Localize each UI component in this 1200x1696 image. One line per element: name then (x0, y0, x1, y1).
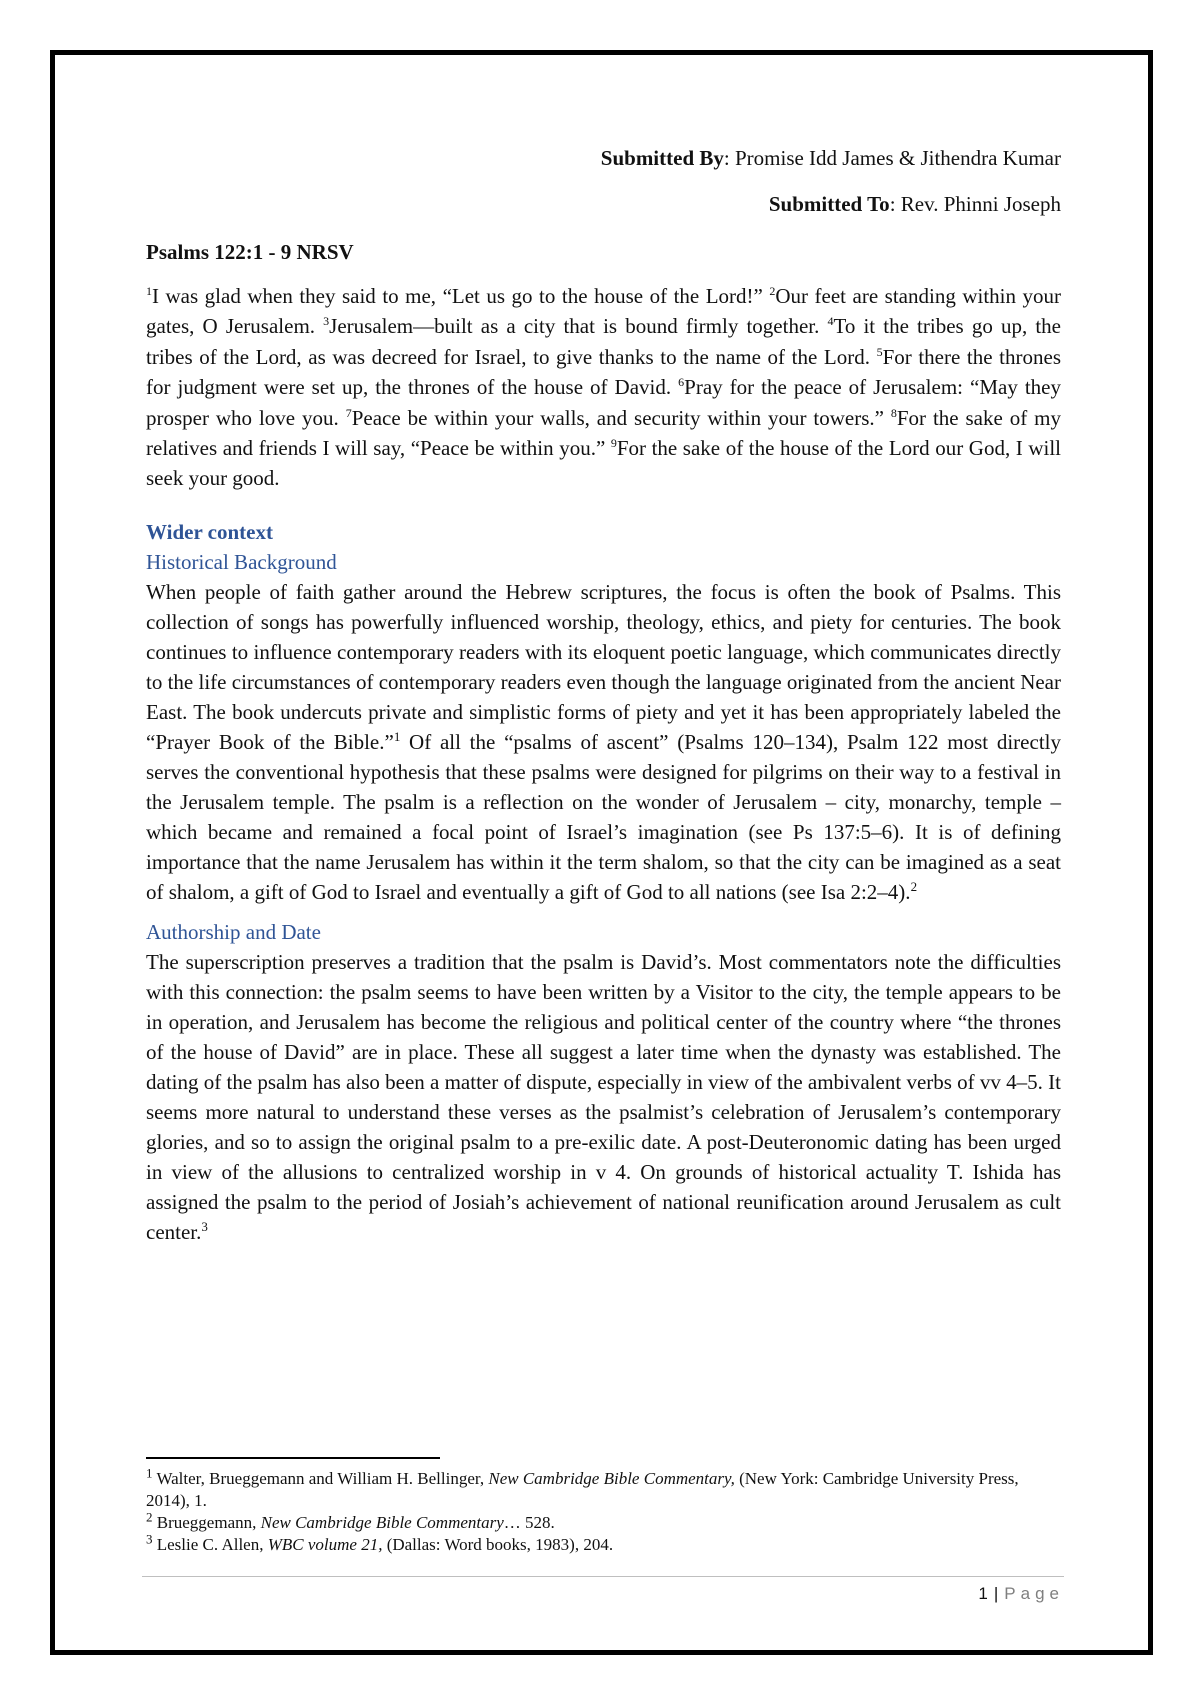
psalm-title: Psalms 122:1 - 9 NRSV (146, 240, 354, 264)
verse-number: 1 (146, 284, 152, 298)
historical-background-paragraph (146, 577, 1061, 907)
footnote-text: Leslie C. Allen, (152, 1535, 268, 1554)
footnote-number: 2 (146, 1509, 153, 1525)
verse-number: 3 (323, 314, 330, 329)
verse-text: For the sake of the house of the Lord our God, I will seek your good. (146, 436, 1061, 491)
footnote-2 (146, 1509, 1061, 1534)
submitted-by-line (146, 143, 1061, 173)
verse-text: Our feet are standing within your gates, O Jerusalem. (146, 284, 1061, 339)
footer-divider (142, 1576, 1064, 1577)
footnote-title: WBC volume 21, (267, 1535, 383, 1554)
page-label: Page (1004, 1584, 1064, 1603)
submitted-by-value: : Promise Idd James & Jithendra Kumar (723, 146, 1061, 170)
page-number: 1 (978, 1584, 988, 1603)
verse-text: Pray for the peace of Jerusalem: “May they prosper who love you. (146, 375, 1062, 430)
page-footer (978, 1583, 1064, 1605)
footnote-text: Walter, Brueggemann and William H. Bellinger, (152, 1469, 489, 1488)
footnote-reference[interactable]: 2 (910, 878, 918, 894)
verse-text: Peace be within your walls, and security within your towers.” (351, 405, 891, 430)
scripture-passage (146, 281, 1061, 494)
footnote-text: Brueggemann, (152, 1513, 261, 1532)
verse-number: 7 (345, 405, 352, 420)
footnote-reference[interactable]: 3 (201, 1218, 208, 1234)
footnote-title: New Cambridge Bible Commentary (260, 1513, 504, 1532)
footnote-1 (146, 1465, 1061, 1512)
verse-number: 2 (769, 284, 776, 298)
authorship-date-paragraph (146, 947, 1061, 1247)
footnotes-section (146, 1457, 1061, 1556)
verse-text: I was glad when they said to me, “Let us go to the house of the Lord!” (152, 284, 770, 308)
footnote-separator (146, 1457, 440, 1459)
verse-text: To it the tribes go up, the tribes of the Lord, as was decreed for Israel, to give thanks to the name of the Lord. (146, 314, 1061, 369)
footer-separator: | (993, 1584, 999, 1603)
verse-number: 6 (678, 375, 685, 390)
verse-text: For there the thrones for judgment were set up, the thrones of the house of David. (146, 344, 1061, 400)
paragraph-text: The superscription preserves a tradition that the psalm is David’s. Most commentators note the difficulties with this connection: the psalm seems to have been written by a Visitor to the city, the temple appears to be in operation, and Jerusalem has become the religious and political center of the country where “the thrones of the house of David” are in place. These all suggest a later time when the dynasty was established. The dating of the psalm has also been a matter of dispute, especially in view of the ambivalent verbs of vv 4–5. It seems more natural to understand these verses as the psalmist’s celebration of Jerusalem’s contemporary glories, and so to assign the original psalm to a pre-exilic date. A post-Deuteronomic dating has been urged in view of the allusions to centralized worship in v 4. On grounds of historical actuality T. Ishida has assigned the psalm to the period of Josiah’s achievement of national reunification around Jerusalem as cult center. (146, 949, 1061, 1244)
submitted-to-line (146, 189, 1061, 219)
historical-background-heading: Historical Background (146, 549, 337, 574)
document-body (146, 143, 1061, 1247)
footnote-number: 3 (146, 1531, 153, 1547)
footnote-3 (146, 1531, 1061, 1556)
footnote-text: … 528. (503, 1513, 555, 1532)
paragraph-text: Of all the “psalms of ascent” (Psalms 120–134), Psalm 122 most directly serves the conventional hypothesis that these psalms were designed for pilgrims on their way to a festival in the Jerusalem temple. The psalm is a reflection on the wonder of Jerusalem – city, monarchy, temple – which became and remained a focal point of Israel’s imagination (see Ps 137:5–6). It is of defining importance that the name Jerusalem has within it the term shalom, so that the city can be imagined as a seat of shalom, a gift of God to Israel and eventually a gift of God to all nations (see Isa 2:2–4). (146, 729, 1061, 904)
paragraph-text: When people of faith gather around the Hebrew scriptures, the focus is often the book of Psalms. This collection of songs has powerfully influenced worship, theology, ethics, and piety for centuries. The book continues to influence contemporary readers with its eloquent poetic language, which communicates directly to the life circumstances of contemporary readers even though the language originated from the ancient Near East. The book undercuts private and simplistic forms of piety and yet it has been appropriately labeled the “Prayer Book of the Bible.” (146, 579, 1061, 754)
submitted-to-value: : Rev. Phinni Joseph (889, 192, 1061, 216)
wider-context-heading: Wider context (146, 519, 273, 544)
verse-text: Jerusalem—built as a city that is bound firmly together. (329, 314, 828, 339)
verse-number: 5 (876, 344, 883, 359)
footnote-reference[interactable]: 1 (393, 728, 401, 744)
verse-number: 4 (827, 314, 834, 329)
verse-text: For the sake of my relatives and friends I will say, “Peace be within you.” (146, 405, 1061, 461)
footnote-title: New Cambridge Bible Commentary, (488, 1469, 735, 1488)
authorship-date-heading: Authorship and Date (146, 919, 321, 944)
submitted-to-label: Submitted To (768, 192, 890, 216)
verse-number: 9 (610, 436, 617, 451)
footnote-text: (Dallas: Word books, 1983), 204. (382, 1535, 614, 1554)
verse-number: 8 (890, 405, 897, 420)
footnote-text: (New York: Cambridge University Press, 2014), 1. (146, 1469, 1019, 1510)
footnote-number: 1 (146, 1465, 153, 1481)
submitted-by-label: Submitted By (600, 146, 724, 170)
